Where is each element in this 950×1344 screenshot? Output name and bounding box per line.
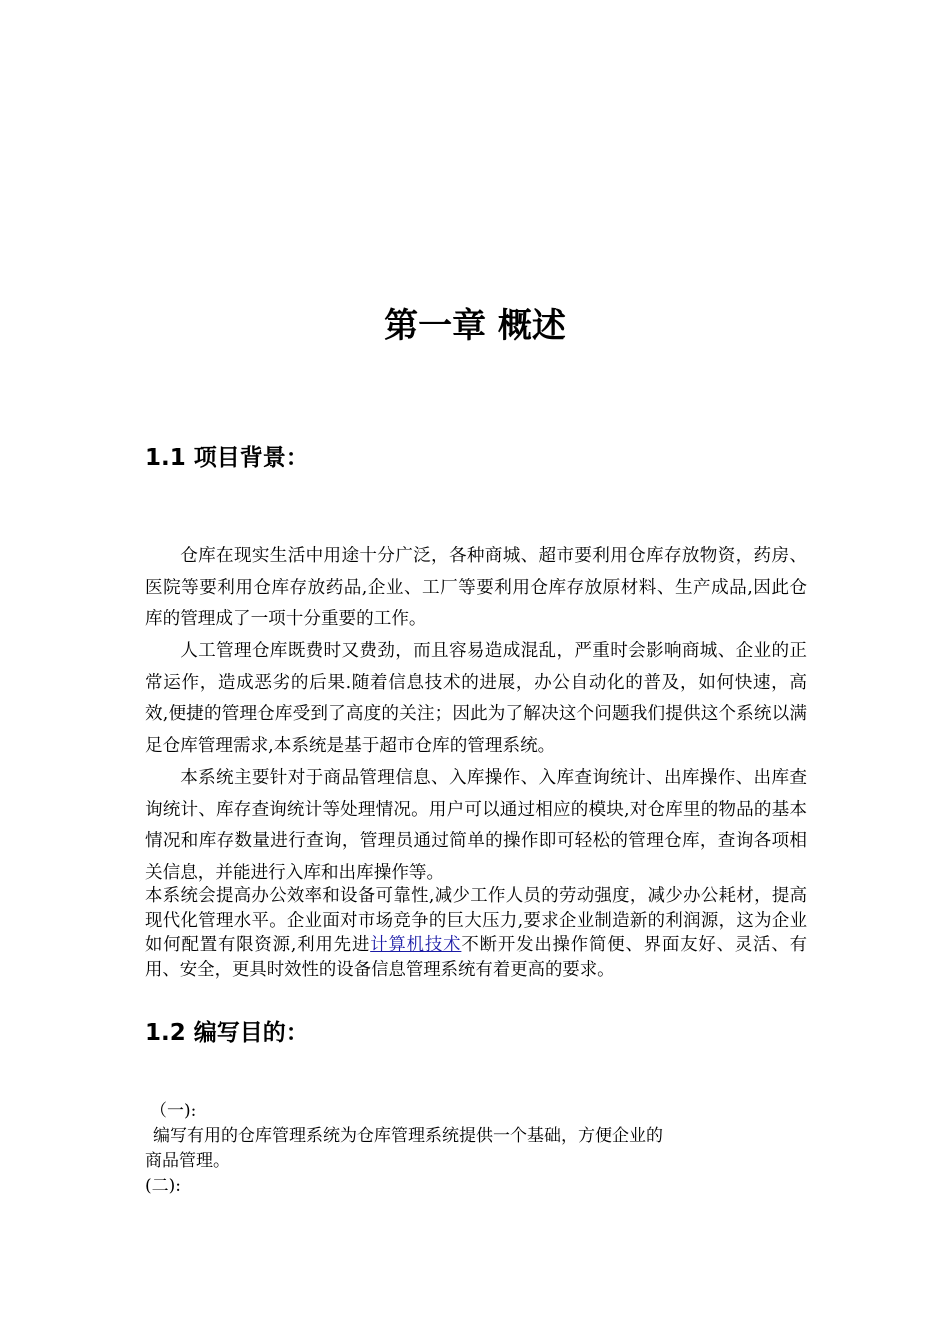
benefits-text-after-link: 不断开发出操作简便、界面友好、灵活、有用、安全，更具时效性的设备信息管理系统有着更高的要求。 — [145, 935, 807, 980]
section-heading-background: 1.1 项目背景： — [145, 445, 309, 471]
purpose-item-one-text-line2: 商品管理。 — [145, 1151, 230, 1171]
paragraph-system-benefits — [145, 884, 807, 982]
purpose-item-two-label: (二): — [145, 1176, 181, 1196]
chapter-title: 第一章 概述 — [384, 306, 566, 346]
purpose-item-one-label: （一): — [150, 1101, 197, 1121]
paragraph-system-scope: 本系统主要针对于商品管理信息、入库操作、入库查询统计、出库操作、出库查询统计、库存查询统计等处理情况。用户可以通过相应的模块,对仓库里的物品的基本情况和库存数量进行查询，管理员通过简单的操作即可轻松的管理仓库，查询各项相关信息，并能进行入库和出库操作等。 — [145, 768, 807, 883]
purpose-item-one-text-line1: 编写有用的仓库管理系统为仓库管理系统提供一个基础，方便企业的 — [153, 1126, 663, 1146]
computer-technology-link[interactable]: 计算机技术 — [370, 935, 462, 955]
paragraph-manual-management: 人工管理仓库既费时又费劲，而且容易造成混乱，严重时会影响商城、企业的正常运作，造成恶劣的后果.随着信息技术的进展，办公自动化的普及，如何快速，高效,便捷的管理仓库受到了高度的关注；因此为了解决这个问题我们提供这个系统以满足仓库管理需求,本系统是基于超市仓库的管理系统。 — [145, 641, 807, 756]
paragraph-warehouse-usage: 仓库在现实生活中用途十分广泛，各种商城、超市要利用仓库存放物资，药房、医院等要利用仓库存放药品,企业、工厂等要利用仓库存放原材料、生产成品,因此仓库的管理成了一项十分重要的工作。 — [145, 546, 807, 629]
benefits-text-before-link: 本系统会提高办公效率和设备可靠性,减少工作人员的劳动强度，减少办公耗材，提高现代化管理水平。企业面对市场竞争的巨大压力,要求企业制造新的利润源，这为企业如何配置有限资源,利用先进 — [145, 886, 807, 955]
section-heading-purpose: 1.2 编写目的： — [145, 1020, 309, 1046]
